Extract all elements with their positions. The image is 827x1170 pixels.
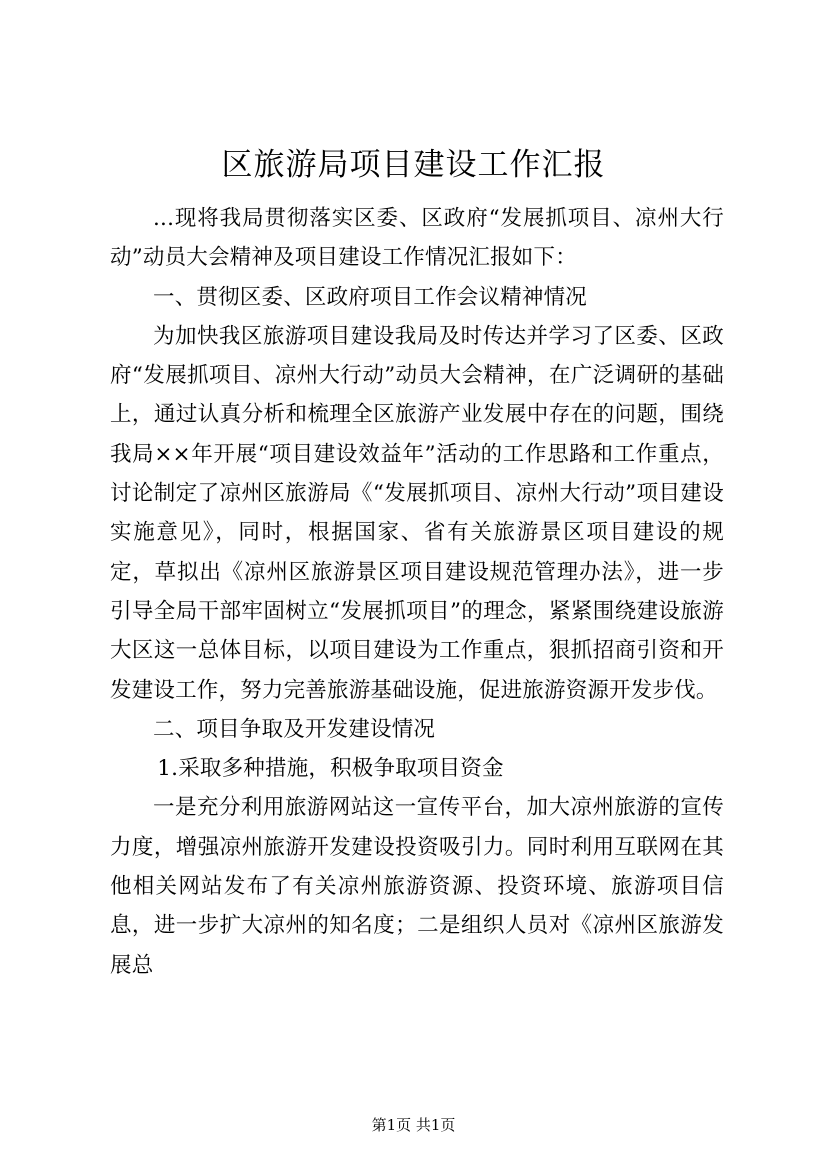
document-body: [110, 199, 724, 985]
document-title: 区旅游局项目建设工作汇报: [221, 147, 606, 183]
section-heading-2: 二、项目争取及开发建设情况: [153, 716, 436, 742]
section-1-paragraph: 为加快我区旅游项目建设我局及时传达并学习了区委、区政府“发展抓项目、凉州大行动”动员大会精神，在广泛调研的基础上，通过认真分析和梳理全区旅游产业发展中存在的问题，围绕我局××年开展“项目建设效益年”活动的工作思路和工作重点，讨论制定了凉州区旅游局《“发展抓项目、凉州大行动”项目建设实施意见》，同时，根据国家、省有关旅游景区项目建设的规定，草拟出《凉州区旅游景区项目建设规范管理办法》，进一步引导全局干部牢固树立“发展抓项目”的理念，紧紧围绕建设旅游大区这一总体目标，以项目建设为工作重点，狠抓招商引资和开发建设工作，努力完善旅游基础设施，促进旅游资源开发步伐。: [110, 323, 724, 703]
page-number-footer: 第1页 共1页: [371, 1116, 456, 1134]
section-heading-1: 一、贯彻区委、区政府项目工作会议精神情况: [153, 284, 588, 310]
subsection-heading-1: 1.采取多种措施，积极争取项目资金: [157, 756, 504, 782]
intro-paragraph: ...现将我局贯彻落实区委、区政府“发展抓项目、凉州大行动”动员大会精神及项目建设工作情况汇报如下：: [110, 206, 724, 271]
subsection-1-paragraph: 一是充分利用旅游网站这一宣传平台，加大凉州旅游的宣传力度，增强凉州旅游开发建设投资吸引力。同时利用互联网在其他相关网站发布了有关凉州旅游资源、投资环境、旅游项目信息，进一步扩大凉州的知名度；二是组织人员对《凉州区旅游发展总: [110, 795, 724, 978]
